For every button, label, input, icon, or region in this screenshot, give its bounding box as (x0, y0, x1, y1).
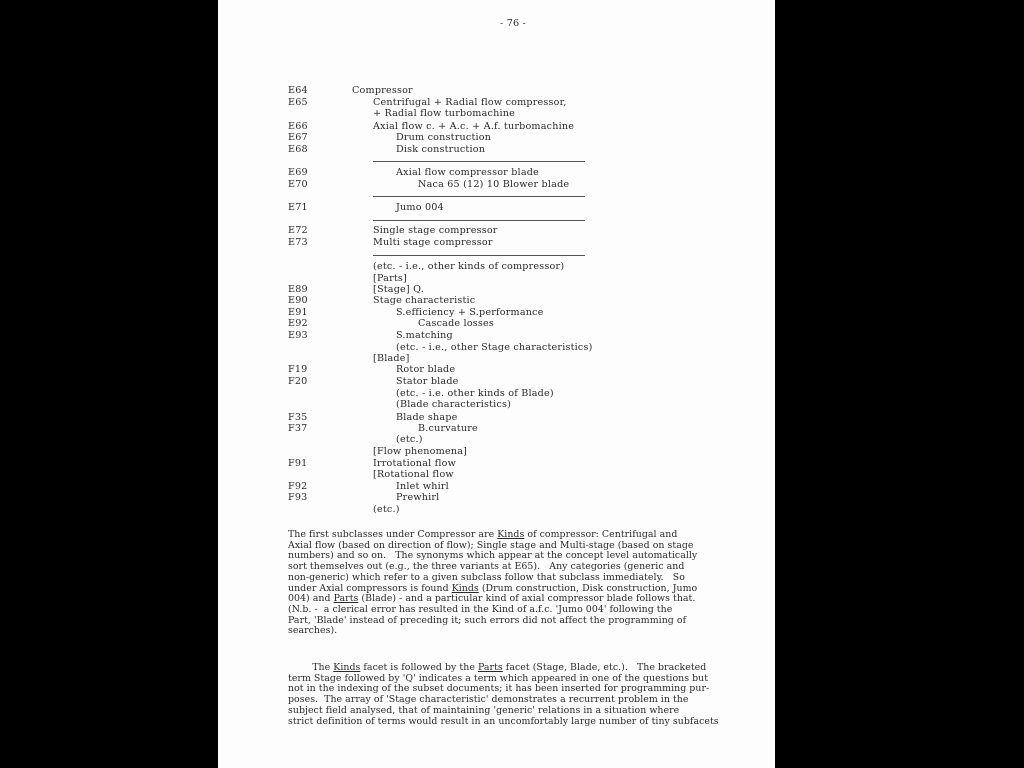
entry-term: S.efficiency + S.performance (396, 307, 544, 318)
underlined-term: Parts (477, 662, 503, 673)
text-run: facet is followed by the (360, 662, 478, 673)
entry-term: Rotor blade (396, 364, 456, 375)
text-run: Axial flow (based on direction of flow); Single stage and Multi-stage (based on stage (288, 539, 694, 551)
entry-term: (etc.) (396, 434, 423, 445)
text-run: facet (Stage, Blade, etc.). The bracketed (502, 662, 707, 673)
text-run: non-generic) which refer to a given subclass follow that subclass immediately. So (288, 571, 685, 583)
divider-rule (373, 220, 585, 221)
entry-term: Naca 65 (12) 10 Blower blade (418, 179, 570, 190)
entry-term: Irrotational flow (373, 458, 457, 469)
entry-term: [Parts] (373, 273, 407, 284)
entry-term: Multi stage compressor (373, 237, 493, 248)
entry-term: Stator blade (396, 376, 459, 387)
text-run: (Blade) - and a particular kind of axial compressor blade follows that. (358, 593, 696, 605)
entry-code: F92 (288, 481, 308, 492)
entry-term: Prewhirl (396, 492, 440, 503)
text-run: poses. The array of 'Stage characteristic' demonstrates a recurrent problem in the (288, 694, 689, 706)
entry-code: E93 (288, 330, 308, 341)
entry-code: E65 (288, 97, 308, 108)
divider-rule (373, 255, 585, 256)
entry-code: E67 (288, 132, 308, 143)
entry-term: Centrifugal + Radial flow compressor, (373, 97, 567, 108)
text-run: term Stage followed by 'Q' indicates a term which appeared in one of the questions but (288, 672, 709, 684)
text-run: under Axial compressors is found (288, 582, 452, 594)
entry-term: (Blade characteristics) (396, 399, 512, 410)
entry-term: B.curvature (418, 423, 478, 434)
entry-term: Inlet whirl (396, 481, 449, 492)
text-run: not in the indexing of the subset documents; it has been inserted for programming pur- (288, 683, 710, 695)
entry-term: [Blade] (373, 353, 410, 364)
entry-code: E72 (288, 225, 308, 236)
text-run: searches). (288, 625, 338, 637)
text-run: Part, 'Blade' instead of preceding it; such errors did not affect the programming of (288, 614, 687, 626)
entry-code: E92 (288, 318, 308, 329)
entry-code: E68 (288, 144, 308, 155)
underlined-term: Kinds (451, 582, 479, 594)
entry-term: [Rotational flow (373, 469, 454, 480)
entry-term: Compressor (352, 85, 413, 96)
paragraph-line (288, 625, 748, 637)
entry-code: E69 (288, 167, 308, 178)
text-run: (N.b. - a clerical error has resulted in the Kind of a.f.c. 'Jumo 004' following the (288, 603, 673, 615)
entry-term: Axial flow compressor blade (396, 167, 539, 178)
entry-code: E71 (288, 202, 308, 213)
entry-term: (etc. - i.e., other kinds of compressor) (373, 261, 565, 272)
text-run: subject field analysed, that of maintaining 'generic' relations in a situation where (288, 704, 680, 716)
document-page (218, 0, 775, 768)
entry-code: E66 (288, 121, 308, 132)
entry-code: E90 (288, 295, 308, 306)
entry-term: [Stage] Q. (373, 284, 424, 295)
text-run: strict definition of terms would result in an uncomfortably large number of tiny subfacets (288, 715, 719, 727)
text-run: The (288, 662, 334, 673)
entry-term: (etc. - i.e. other kinds of Blade) (396, 388, 554, 399)
entry-term: Cascade losses (418, 318, 495, 329)
entry-term: + Radial flow turbomachine (373, 108, 515, 119)
underlined-term: Kinds (333, 662, 361, 673)
entry-code: E73 (288, 237, 308, 248)
entry-code: F19 (288, 364, 308, 375)
text-run: (Drum construction, Disk construction, Jumo (478, 582, 698, 594)
text-run: sort themselves out (e.g., the three variants at E65). Any categories (generic and (288, 561, 685, 573)
underlined-term: Parts (333, 593, 359, 605)
divider-rule (373, 196, 585, 197)
entry-code: E70 (288, 179, 308, 190)
entry-code: F91 (288, 458, 308, 469)
entry-code: F20 (288, 376, 308, 387)
paragraph-line (288, 716, 748, 728)
entry-term: Single stage compressor (373, 225, 498, 236)
entry-code: E64 (288, 85, 308, 96)
entry-term: Stage characteristic (373, 295, 476, 306)
entry-code: F93 (288, 492, 308, 503)
entry-term: Drum construction (396, 132, 492, 143)
entry-code: F35 (288, 412, 308, 423)
entry-code: F37 (288, 423, 308, 434)
entry-term: Jumo 004 (396, 202, 444, 213)
text-run: 004) and (288, 593, 334, 605)
entry-term: [Flow phenomena] (373, 446, 468, 457)
entry-term: (etc.) (373, 504, 400, 515)
text-run: of compressor: Centrifugal and (524, 529, 678, 540)
text-run: numbers) and so on. The synonyms which appear at the concept level automatically (288, 550, 698, 562)
text-run: The first subclasses under Compressor are (288, 529, 498, 540)
entry-term: (etc. - i.e., other Stage characteristics) (396, 342, 593, 353)
underlined-term: Kinds (497, 529, 525, 540)
entry-code: E89 (288, 284, 308, 295)
entry-term: Blade shape (396, 412, 458, 423)
divider-rule (373, 161, 585, 162)
page-number: - 76 - (500, 18, 526, 29)
entry-term: Disk construction (396, 144, 486, 155)
entry-code: E91 (288, 307, 308, 318)
entry-term: S.matching (396, 330, 453, 341)
entry-term: Axial flow c. + A.c. + A.f. turbomachine (373, 121, 575, 132)
